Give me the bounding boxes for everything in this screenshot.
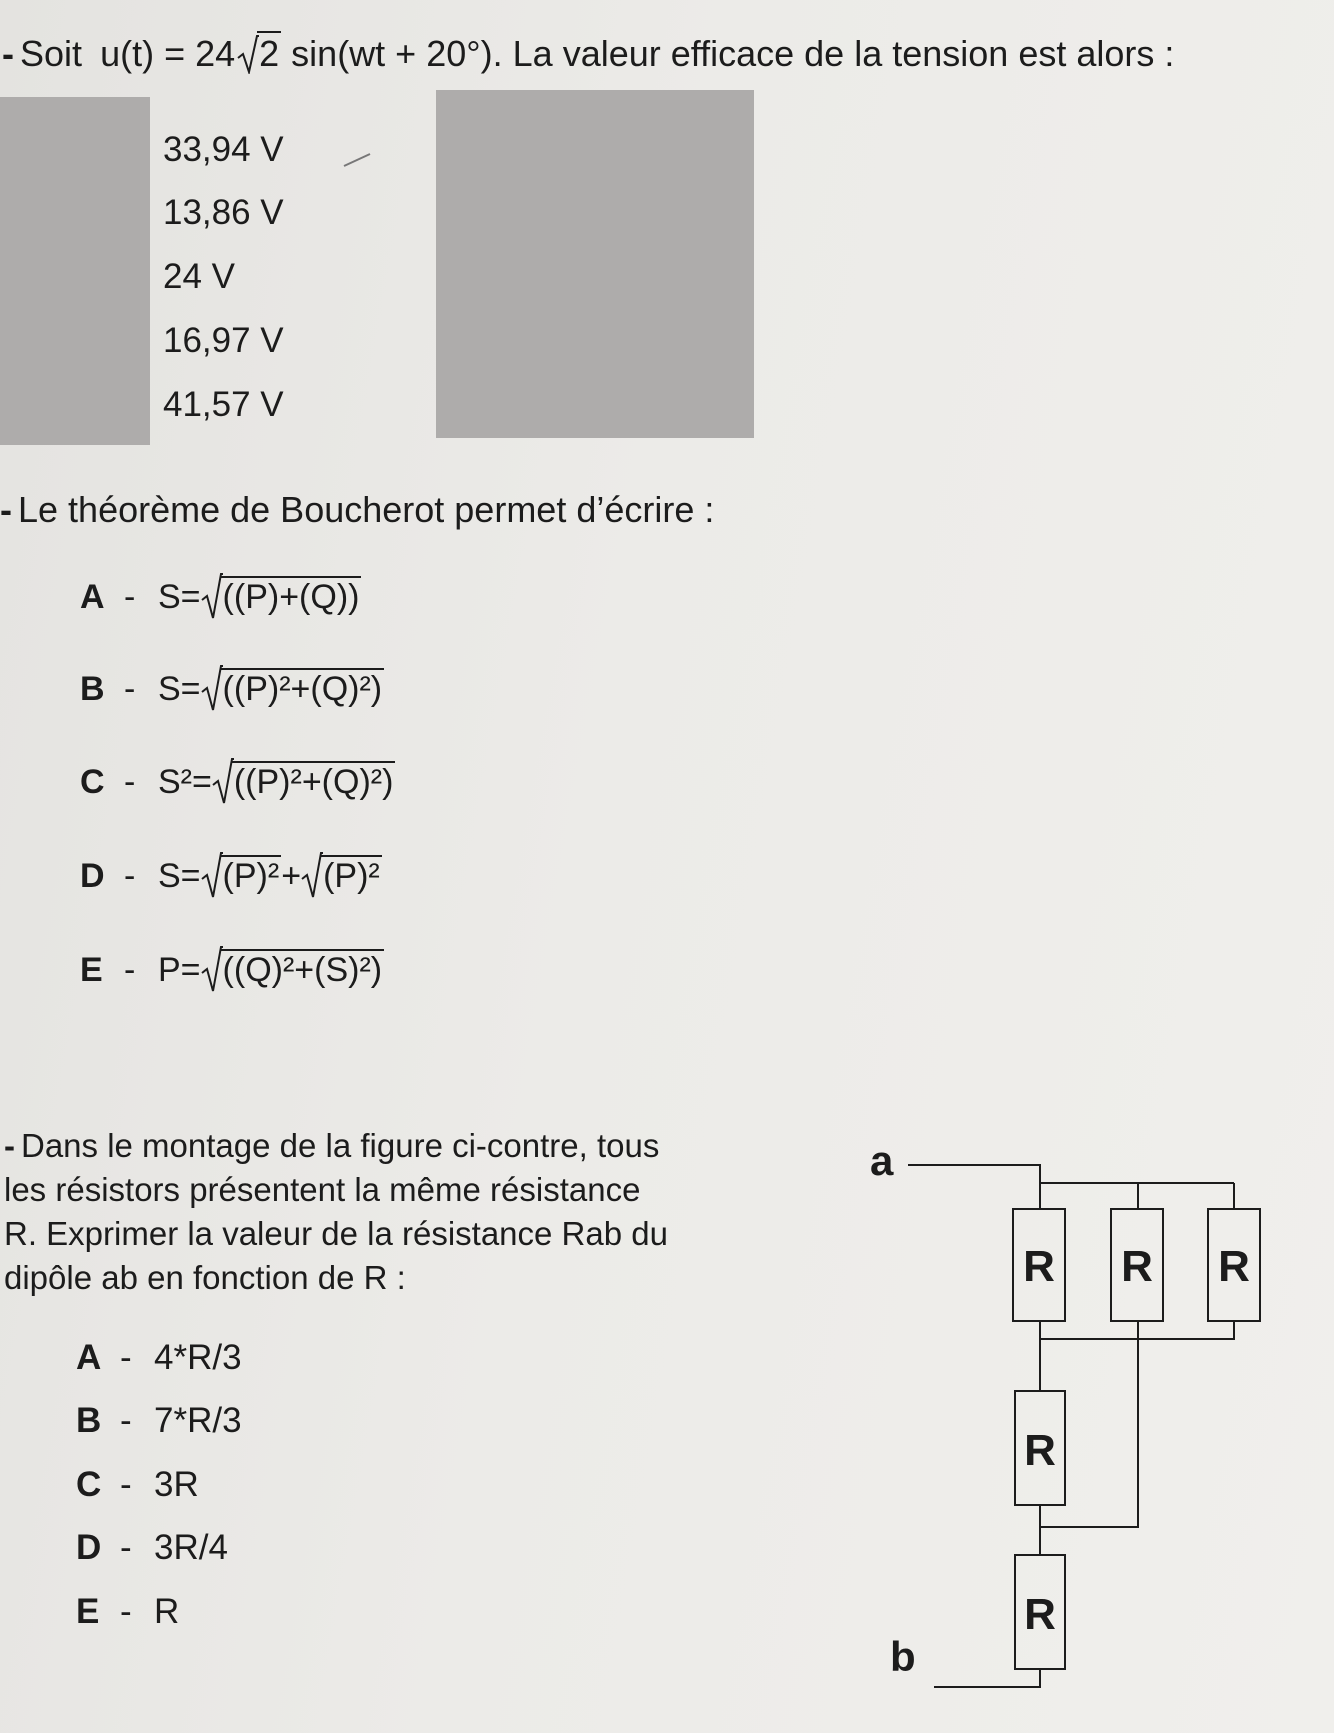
q2-option-c[interactable] bbox=[80, 763, 395, 802]
option-letter: D bbox=[80, 857, 105, 895]
formula-lhs: P= bbox=[158, 951, 201, 989]
formula-sqrt bbox=[201, 951, 385, 990]
formula-sqrt bbox=[212, 763, 396, 802]
wire-r2-long bbox=[1040, 1321, 1138, 1527]
redaction-left bbox=[0, 97, 150, 445]
option-letter: B bbox=[80, 670, 105, 708]
resistor-3-label: R bbox=[1218, 1242, 1250, 1291]
option-letter: A bbox=[80, 578, 105, 616]
q2-option-b[interactable] bbox=[80, 670, 384, 709]
node-b-label: b bbox=[890, 1633, 916, 1680]
sqrt-icon bbox=[301, 851, 323, 899]
q2-option-e[interactable] bbox=[80, 951, 384, 990]
option-separator: - bbox=[120, 1528, 132, 1567]
option-separator: - bbox=[120, 1338, 132, 1377]
option-text: 7*R/3 bbox=[154, 1401, 242, 1440]
formula-radicand: (P)² bbox=[222, 857, 280, 895]
wire-b bbox=[934, 1669, 1040, 1687]
node-a-label: a bbox=[870, 1137, 894, 1184]
formula-sqrt bbox=[201, 670, 385, 709]
bullet-dash: - bbox=[4, 1127, 15, 1164]
q1-formula-rhs: sin(wt + 20°) bbox=[281, 33, 493, 74]
q1-radicand: 2 bbox=[259, 33, 280, 74]
formula-plus: + bbox=[281, 857, 302, 895]
q2-option-d[interactable] bbox=[80, 857, 382, 896]
resistor-4-label: R bbox=[1024, 1426, 1056, 1475]
formula-radicand: ((Q)²+(S)²) bbox=[222, 951, 383, 989]
q3-stem-line-3: R. Exprimer la valeur de la résistance Rab du bbox=[4, 1215, 668, 1252]
sqrt-icon bbox=[201, 664, 223, 712]
resistor-circuit-diagram bbox=[860, 1125, 1280, 1705]
q1-option-4[interactable]: 16,97 V bbox=[163, 321, 284, 360]
option-text: 4*R/3 bbox=[154, 1338, 242, 1377]
q3-stem-line-4: dipôle ab en fonction de R : bbox=[4, 1259, 406, 1296]
sqrt-icon bbox=[201, 851, 223, 899]
q1-option-5[interactable]: 41,57 V bbox=[163, 385, 284, 424]
q1-stem-suffix: . La valeur efficace de la tension est alors : bbox=[492, 33, 1175, 74]
q2-stem-text: Le théorème de Boucherot permet d’écrire : bbox=[18, 489, 715, 530]
q1-stem bbox=[2, 32, 1174, 76]
formula-lhs: S= bbox=[158, 670, 201, 708]
formula-radicand: ((P)²+(Q)²) bbox=[222, 670, 383, 708]
q3-option-d[interactable] bbox=[76, 1528, 228, 1568]
q3-stem bbox=[4, 1124, 784, 1300]
sqrt-icon bbox=[212, 757, 234, 805]
option-separator: - bbox=[124, 670, 136, 708]
formula-radicand: ((P)²+(Q)²) bbox=[233, 763, 394, 801]
option-letter: A bbox=[76, 1338, 102, 1377]
option-text: 3R bbox=[154, 1465, 199, 1504]
option-letter: D bbox=[76, 1528, 102, 1567]
option-separator: - bbox=[120, 1401, 132, 1440]
option-letter: C bbox=[76, 1465, 102, 1504]
formula-lhs: S= bbox=[158, 857, 201, 895]
option-text: 3R/4 bbox=[154, 1528, 228, 1567]
resistor-5-label: R bbox=[1024, 1590, 1056, 1639]
formula-sqrt-2 bbox=[301, 857, 382, 896]
formula-lhs: S²= bbox=[158, 763, 212, 801]
resistor-1-label: R bbox=[1023, 1242, 1055, 1291]
q3-option-e[interactable] bbox=[76, 1592, 179, 1632]
resistor-2-label: R bbox=[1121, 1242, 1153, 1291]
sqrt-icon bbox=[201, 945, 223, 993]
bullet-dash: - bbox=[2, 33, 14, 74]
sqrt-icon bbox=[201, 572, 223, 620]
formula-sqrt bbox=[201, 857, 282, 896]
redaction-right bbox=[436, 90, 754, 438]
option-letter: E bbox=[80, 951, 103, 989]
option-separator: - bbox=[120, 1465, 132, 1504]
q1-formula bbox=[100, 33, 493, 74]
sqrt-icon bbox=[237, 34, 259, 74]
q3-option-a[interactable] bbox=[76, 1338, 242, 1378]
q1-sqrt bbox=[237, 32, 281, 76]
q2-stem bbox=[0, 488, 714, 532]
q3-stem-text-1: Dans le montage de la figure ci-contre, tous bbox=[21, 1127, 660, 1164]
option-letter: B bbox=[76, 1401, 102, 1440]
option-letter: C bbox=[80, 763, 105, 801]
option-separator: - bbox=[124, 763, 136, 801]
option-separator: - bbox=[120, 1592, 132, 1631]
bullet-dash: - bbox=[0, 489, 12, 530]
formula-sqrt bbox=[201, 578, 362, 617]
q3-stem-line-2: les résistors présentent la même résistance bbox=[4, 1171, 641, 1208]
q1-formula-lhs: u(t) = 24 bbox=[100, 33, 236, 74]
formula-radicand: ((P)+(Q)) bbox=[222, 578, 360, 616]
option-letter: E bbox=[76, 1592, 100, 1631]
option-separator: - bbox=[124, 857, 136, 895]
q3-stem-line-1 bbox=[4, 1124, 784, 1168]
q3-option-c[interactable] bbox=[76, 1465, 199, 1505]
option-separator: - bbox=[124, 578, 136, 616]
option-separator: - bbox=[124, 951, 136, 989]
q2-option-a[interactable] bbox=[80, 578, 361, 617]
check-mark-icon bbox=[342, 150, 372, 170]
formula-lhs: S= bbox=[158, 578, 201, 616]
q1-stem-prefix: Soit bbox=[20, 33, 83, 74]
q1-option-2[interactable]: 13,86 V bbox=[163, 193, 284, 232]
q1-option-3[interactable]: 24 V bbox=[163, 257, 235, 296]
formula-radicand-2: (P)² bbox=[323, 857, 380, 895]
option-text: R bbox=[154, 1592, 180, 1631]
q1-option-1[interactable]: 33,94 V bbox=[163, 130, 284, 169]
wire-a bbox=[908, 1165, 1040, 1183]
q3-option-b[interactable] bbox=[76, 1401, 242, 1441]
